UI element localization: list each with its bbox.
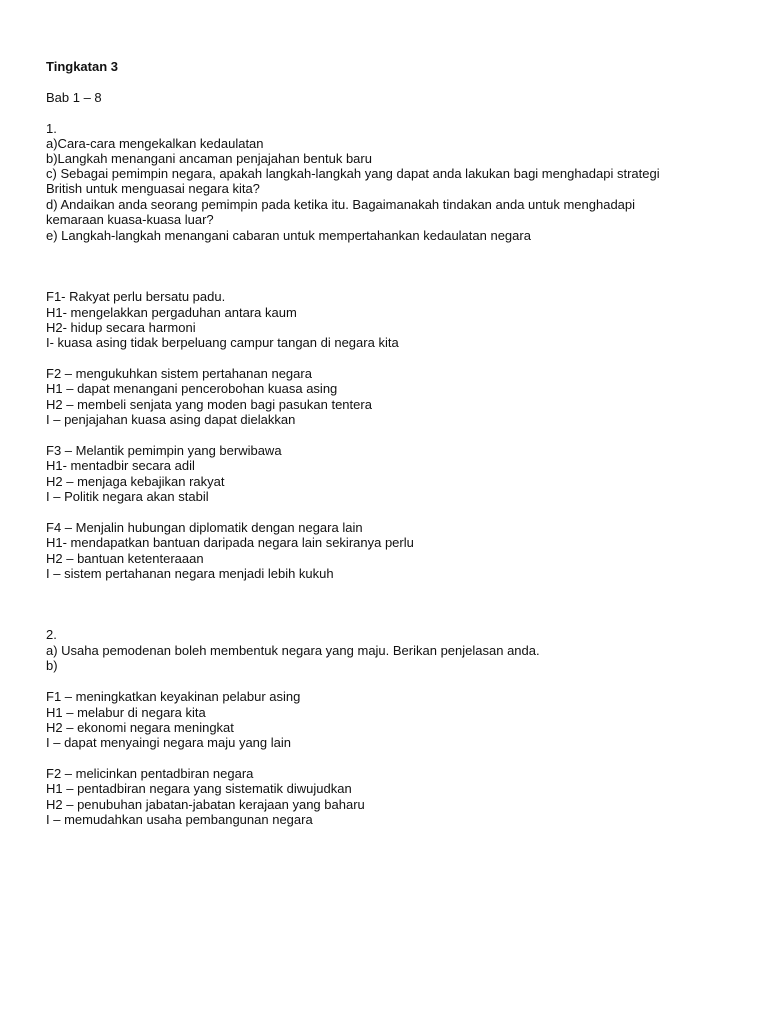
question-1-part-e: e) Langkah-langkah menangani cabaran untuk mempertahankan kedaulatan negara xyxy=(46,228,531,243)
question-1-part-c: c) Sebagai pemimpin negara, apakah langkah-langkah yang dapat anda lakukan bagi menghadapi strategi xyxy=(46,166,660,181)
q1-f4-h1: H1- mendapatkan bantuan daripada negara lain sekiranya perlu xyxy=(46,535,414,550)
q1-f3-h2: H2 – menjaga kebajikan rakyat xyxy=(46,474,225,489)
question-2-part-a: a) Usaha pemodenan boleh membentuk negara yang maju. Berikan penjelasan anda. xyxy=(46,643,540,658)
chapter-range: Bab 1 – 8 xyxy=(46,90,102,105)
q1-f2-factor: F2 – mengukuhkan sistem pertahanan negara xyxy=(46,366,312,381)
q1-f1-h1: H1- mengelakkan pergaduhan antara kaum xyxy=(46,305,297,320)
question-1-part-d-cont: kemaraan kuasa-kuasa luar? xyxy=(46,212,214,227)
q1-f3-impact: I – Politik negara akan stabil xyxy=(46,489,209,504)
q1-f4-factor: F4 – Menjalin hubungan diplomatik dengan negara lain xyxy=(46,520,363,535)
q1-f1-factor: F1- Rakyat perlu bersatu padu. xyxy=(46,289,226,304)
question-1-part-d: d) Andaikan anda seorang pemimpin pada ketika itu. Bagaimanakah tindakan anda untuk menghadapi xyxy=(46,197,636,212)
q1-f1-h2: H2- hidup secara harmoni xyxy=(46,320,196,335)
q2-f2-h1: H1 – pentadbiran negara yang sistematik diwujudkan xyxy=(46,781,352,796)
q1-f3-factor: F3 – Melantik pemimpin yang berwibawa xyxy=(46,443,282,458)
question-1-part-a: a)Cara-cara mengekalkan kedaulatan xyxy=(46,136,264,151)
q1-f2-h2: H2 – membeli senjata yang moden bagi pasukan tentera xyxy=(46,397,372,412)
q1-f4-impact: I – sistem pertahanan negara menjadi lebih kukuh xyxy=(46,566,334,581)
question-2-number: 2. xyxy=(46,627,57,642)
q1-f3-h1: H1- mentadbir secara adil xyxy=(46,458,195,473)
q2-f1-impact: I – dapat menyaingi negara maju yang lain xyxy=(46,735,291,750)
q2-f2-factor: F2 – melicinkan pentadbiran negara xyxy=(46,766,254,781)
q1-f1-impact: I- kuasa asing tidak berpeluang campur tangan di negara kita xyxy=(46,335,399,350)
question-1-part-b: b)Langkah menangani ancaman penjajahan bentuk baru xyxy=(46,151,372,166)
q2-f1-factor: F1 – meningkatkan keyakinan pelabur asing xyxy=(46,689,301,704)
q2-f1-h2: H2 – ekonomi negara meningkat xyxy=(46,720,234,735)
q2-f2-h2: H2 – penubuhan jabatan-jabatan kerajaan yang baharu xyxy=(46,797,365,812)
q2-f1-h1: H1 – melabur di negara kita xyxy=(46,705,206,720)
document-title: Tingkatan 3 xyxy=(46,59,119,74)
q1-f2-h1: H1 – dapat menangani pencerobohan kuasa asing xyxy=(46,381,338,396)
q1-f4-h2: H2 – bantuan ketenteraaan xyxy=(46,551,204,566)
q1-f2-impact: I – penjajahan kuasa asing dapat dielakkan xyxy=(46,412,296,427)
question-1-number: 1. xyxy=(46,121,57,136)
question-2-part-b: b) xyxy=(46,658,58,673)
q2-f2-impact: I – memudahkan usaha pembangunan negara xyxy=(46,812,313,827)
question-1-part-c-cont: British untuk menguasai negara kita? xyxy=(46,181,260,196)
